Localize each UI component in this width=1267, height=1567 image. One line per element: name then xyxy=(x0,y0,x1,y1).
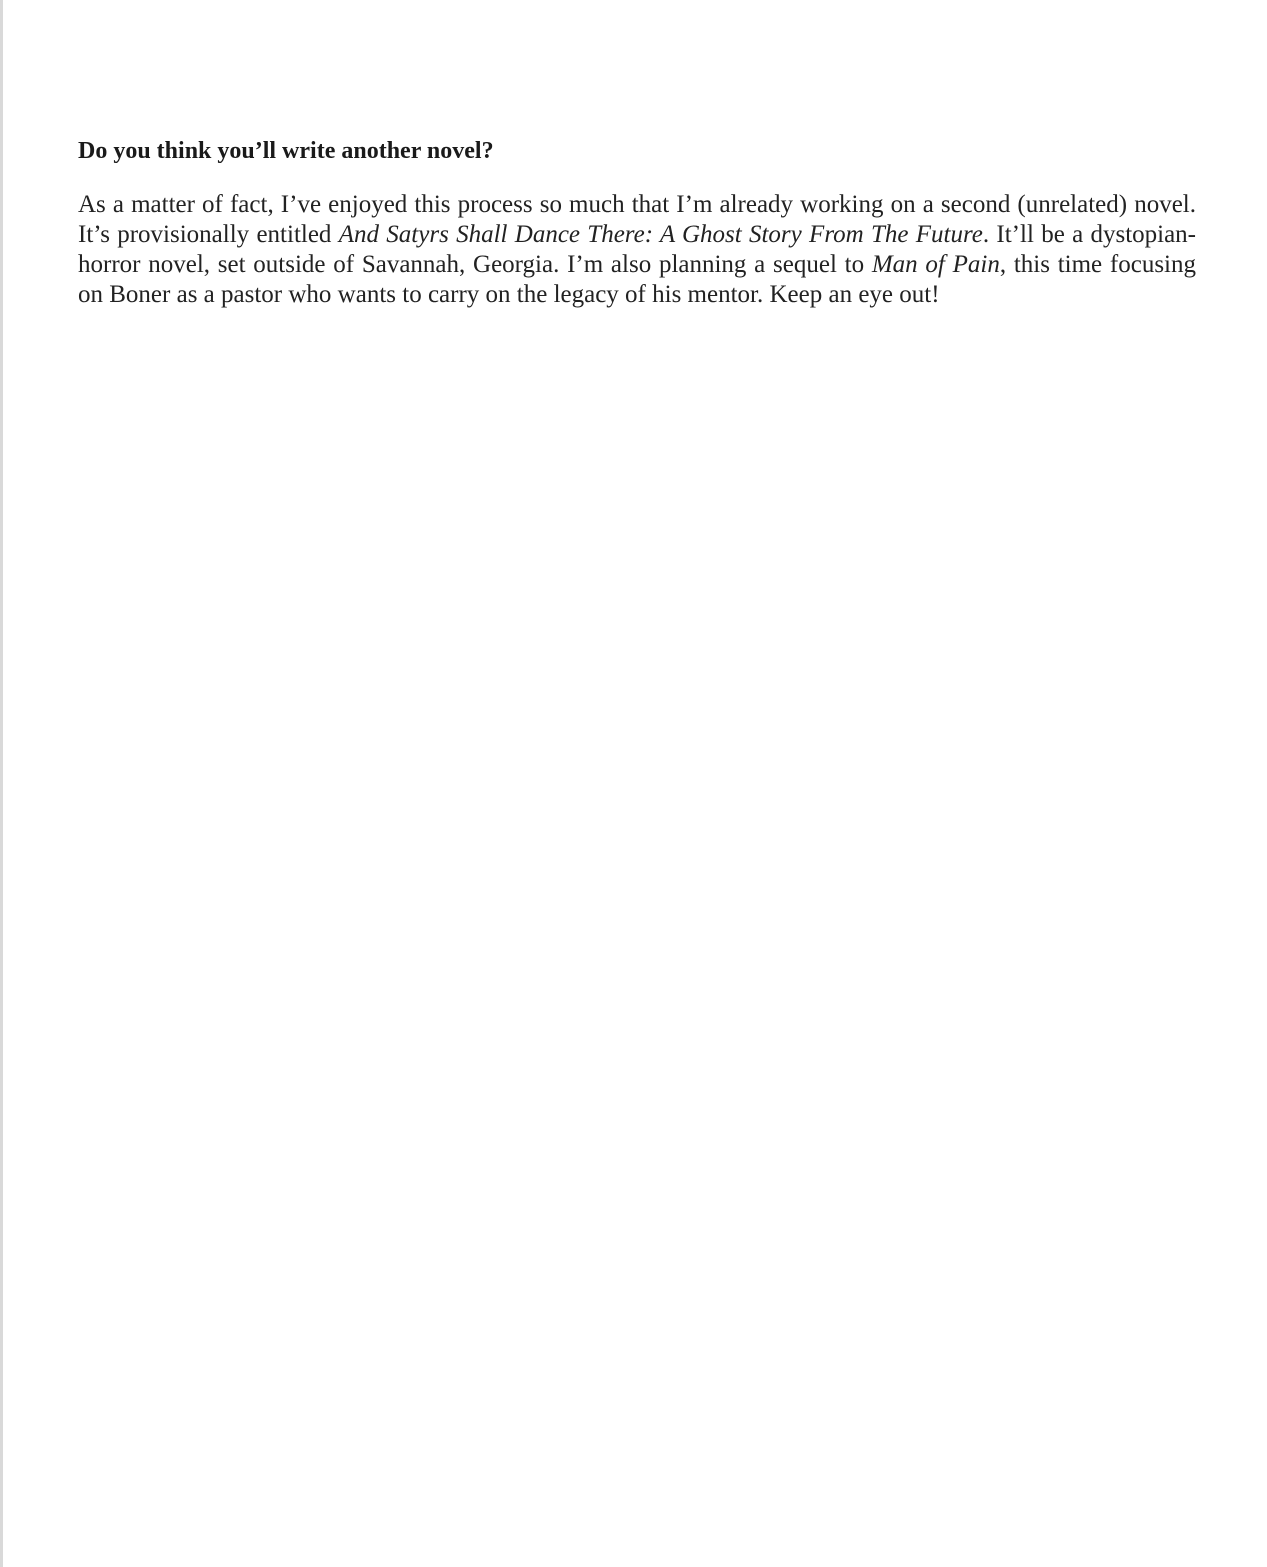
question-heading: Do you think you’ll write another novel? xyxy=(78,138,494,164)
answer-text-part-2: . It’ll be a dystopian-horror novel, set outside of Savannah, Georgia. I’m also planning a sequel to xyxy=(78,221,1197,278)
novel-title-man-of-pain: Man of Pain xyxy=(871,251,1000,278)
answer-paragraph xyxy=(78,190,1196,310)
answer-text-part-1: As a matter of fact, I’ve enjoyed this process so much that I’m already working on a second (unrelated) novel. It’s provisionally entitled xyxy=(78,191,1196,248)
answer-text-part-3: , this time focusing on Boner as a pastor who wants to carry on the legacy of his mentor. Keep an eye out! xyxy=(78,251,1196,308)
novel-title-satyrs: And Satyrs Shall Dance There: A Ghost Story From The Future xyxy=(338,221,983,248)
document-content xyxy=(78,132,1196,310)
